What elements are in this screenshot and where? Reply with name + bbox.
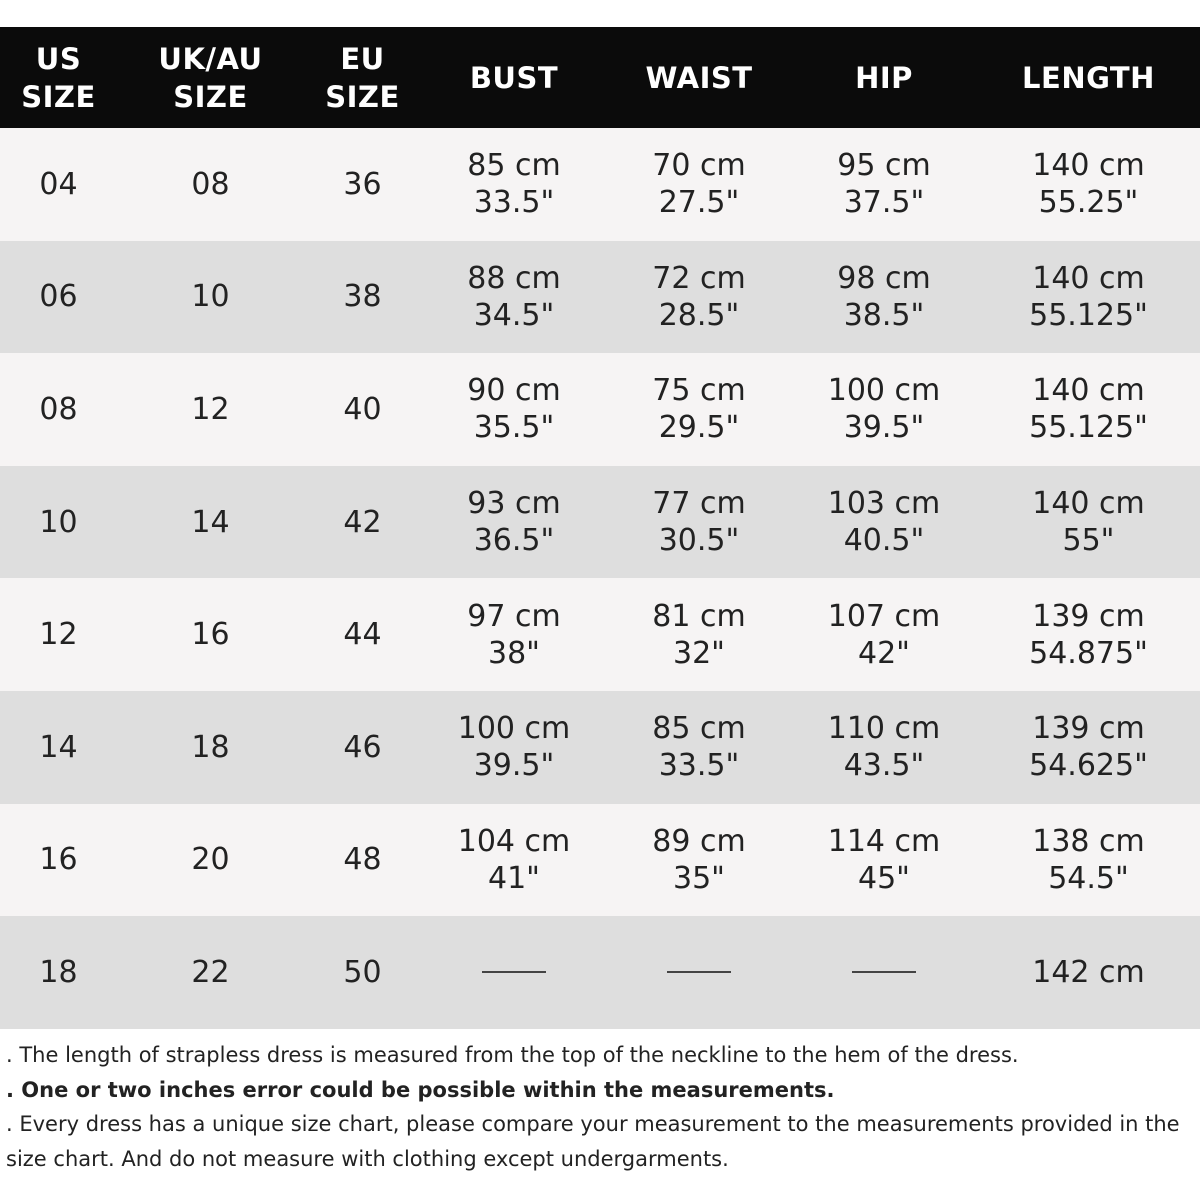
- cell-eu-size: [304, 578, 421, 691]
- cell-hip: [791, 578, 977, 691]
- table-body: [0, 128, 1200, 1029]
- cell-length: [977, 466, 1200, 579]
- value-cm: 104 cm: [457, 823, 571, 859]
- value-inches: 55.25": [1038, 185, 1139, 221]
- cell-us-size: [0, 466, 117, 579]
- table-row: [0, 804, 1200, 917]
- cell-eu-size: [304, 691, 421, 804]
- empty-value-dash: [667, 971, 731, 973]
- value-inches: 54.875": [1029, 635, 1148, 671]
- size-value: 10: [39, 504, 78, 540]
- value-cm: 70 cm: [652, 148, 746, 184]
- value-cm: 98 cm: [837, 260, 931, 296]
- value-inches: 33.5": [473, 185, 555, 221]
- value-cm: 138 cm: [1032, 823, 1145, 859]
- size-value: 22: [191, 954, 230, 990]
- cell-us-size: [0, 128, 117, 241]
- value-cm: 100 cm: [457, 711, 571, 747]
- header-line: BUST: [469, 60, 559, 95]
- cell-bust: [421, 466, 607, 579]
- cell-waist: [607, 691, 791, 804]
- value-cm: 88 cm: [467, 260, 561, 296]
- cell-bust: [421, 353, 607, 466]
- size-value: 16: [39, 842, 78, 878]
- value-inches: 38": [488, 635, 540, 671]
- value-inches: 37.5": [843, 185, 925, 221]
- cell-uk-au-size: [117, 466, 304, 579]
- notes-section: [0, 1038, 1200, 1176]
- value-inches: 54.625": [1029, 748, 1148, 784]
- value-inches: 33.5": [658, 748, 740, 784]
- cell-uk-au-size: [117, 128, 304, 241]
- value-inches: 39.5": [473, 748, 555, 784]
- size-value: 20: [191, 842, 230, 878]
- cell-eu-size: [304, 804, 421, 917]
- value-cm: 140 cm: [1032, 148, 1145, 184]
- note-line: . Every dress has a unique size chart, please compare your measurement to the measurements provided in the size chart. And do not measure with clothing except undergarments.: [6, 1112, 1180, 1171]
- note-line: . One or two inches error could be possible within the measurements.: [6, 1077, 835, 1102]
- cell-length: [977, 578, 1200, 691]
- value-inches: 28.5": [658, 297, 740, 333]
- cell-hip: [791, 916, 977, 1029]
- size-value: 48: [343, 842, 382, 878]
- size-value: 18: [191, 729, 230, 765]
- size-value: 12: [191, 391, 230, 427]
- cell-hip: [791, 691, 977, 804]
- value-cm: 72 cm: [652, 260, 746, 296]
- table-row: [0, 466, 1200, 579]
- cell-hip: [791, 804, 977, 917]
- value-cm: 85 cm: [467, 148, 561, 184]
- header-uk-au-size: [117, 27, 304, 128]
- size-value: 18: [39, 954, 78, 990]
- cell-uk-au-size: [117, 353, 304, 466]
- size-value: 44: [343, 617, 382, 653]
- cell-us-size: [0, 691, 117, 804]
- empty-value-dash: [482, 971, 546, 973]
- size-value: 12: [39, 617, 78, 653]
- header-line: SIZE: [21, 79, 96, 114]
- cell-hip: [791, 466, 977, 579]
- size-chart-table: [0, 27, 1200, 1029]
- cell-hip: [791, 241, 977, 354]
- value-inches: 55": [1062, 523, 1115, 559]
- note-line: . The length of strapless dress is measured from the top of the neckline to the hem of the dress.: [6, 1043, 1019, 1067]
- value-inches: 30.5": [658, 523, 740, 559]
- cell-waist: [607, 128, 791, 241]
- value-cm: 81 cm: [652, 598, 746, 634]
- cell-waist: [607, 804, 791, 917]
- cell-length: [977, 353, 1200, 466]
- cell-hip: [791, 353, 977, 466]
- value-cm: 100 cm: [827, 373, 941, 409]
- cell-us-size: [0, 241, 117, 354]
- value-inches: 34.5": [473, 297, 555, 333]
- empty-value-dash: [852, 971, 916, 973]
- table-row: [0, 578, 1200, 691]
- value-inches: 39.5": [843, 410, 925, 446]
- cell-eu-size: [304, 916, 421, 1029]
- value-inches: 35.5": [473, 410, 555, 446]
- value-inches: 41": [488, 860, 540, 896]
- value-cm: 95 cm: [837, 148, 931, 184]
- cell-eu-size: [304, 128, 421, 241]
- cell-waist: [607, 466, 791, 579]
- header-line: WAIST: [645, 60, 753, 95]
- value-cm: 97 cm: [467, 598, 561, 634]
- value-inches: 32": [673, 635, 725, 671]
- header-line: LENGTH: [1022, 60, 1155, 95]
- cell-bust: [421, 916, 607, 1029]
- size-value: 40: [343, 391, 382, 427]
- cell-length: [977, 804, 1200, 917]
- value-cm: 140 cm: [1032, 373, 1145, 409]
- cell-length: [977, 128, 1200, 241]
- table-row: [0, 128, 1200, 241]
- value-cm: 107 cm: [827, 598, 941, 634]
- cell-bust: [421, 241, 607, 354]
- size-value: 04: [39, 166, 78, 202]
- value-cm: 103 cm: [827, 486, 941, 522]
- cell-bust: [421, 691, 607, 804]
- value-cm: 110 cm: [827, 711, 941, 747]
- value-inches: 35": [673, 860, 725, 896]
- value-cm: 114 cm: [827, 823, 941, 859]
- cell-waist: [607, 353, 791, 466]
- cell-waist: [607, 241, 791, 354]
- cell-eu-size: [304, 241, 421, 354]
- table-row: [0, 691, 1200, 804]
- cell-us-size: [0, 916, 117, 1029]
- value-inches: 27.5": [658, 185, 740, 221]
- header-line: SIZE: [325, 79, 400, 114]
- header-line: UK/AU: [158, 41, 263, 76]
- value-cm: 142 cm: [1032, 954, 1145, 990]
- cell-uk-au-size: [117, 804, 304, 917]
- value-cm: 75 cm: [652, 373, 746, 409]
- cell-eu-size: [304, 353, 421, 466]
- value-cm: 139 cm: [1032, 598, 1145, 634]
- cell-eu-size: [304, 466, 421, 579]
- size-value: 08: [39, 391, 78, 427]
- value-inches: 55.125": [1029, 410, 1148, 446]
- cell-us-size: [0, 578, 117, 691]
- value-cm: 85 cm: [652, 711, 746, 747]
- value-inches: 43.5": [843, 748, 925, 784]
- cell-uk-au-size: [117, 241, 304, 354]
- header-bust: [421, 27, 607, 128]
- header-hip: [791, 27, 977, 128]
- table-row: [0, 353, 1200, 466]
- value-cm: 140 cm: [1032, 486, 1145, 522]
- cell-bust: [421, 128, 607, 241]
- size-value: 42: [343, 504, 382, 540]
- header-line: SIZE: [173, 79, 248, 114]
- value-inches: 36.5": [473, 523, 555, 559]
- value-cm: 89 cm: [652, 823, 746, 859]
- table-header-row: [0, 27, 1200, 128]
- header-line: US: [35, 41, 82, 76]
- value-cm: 93 cm: [467, 486, 561, 522]
- header-us-size: [0, 27, 117, 128]
- value-inches: 42": [858, 635, 910, 671]
- size-value: 08: [191, 166, 230, 202]
- value-cm: 140 cm: [1032, 260, 1145, 296]
- header-eu-size: [304, 27, 421, 128]
- value-inches: 54.5": [1048, 860, 1129, 896]
- cell-length: [977, 241, 1200, 354]
- cell-uk-au-size: [117, 691, 304, 804]
- cell-bust: [421, 578, 607, 691]
- size-value: 50: [343, 954, 382, 990]
- table-row: [0, 241, 1200, 354]
- cell-hip: [791, 128, 977, 241]
- size-value: 14: [39, 729, 78, 765]
- table-row: [0, 916, 1200, 1029]
- header-line: HIP: [855, 60, 913, 95]
- cell-us-size: [0, 353, 117, 466]
- cell-waist: [607, 916, 791, 1029]
- header-line: EU: [340, 41, 385, 76]
- value-inches: 55.125": [1029, 297, 1148, 333]
- cell-us-size: [0, 804, 117, 917]
- size-value: 10: [191, 279, 230, 315]
- value-cm: 139 cm: [1032, 711, 1145, 747]
- size-value: 38: [343, 279, 382, 315]
- header-length: [977, 27, 1200, 128]
- size-value: 36: [343, 166, 382, 202]
- size-value: 06: [39, 279, 78, 315]
- value-inches: 40.5": [843, 523, 925, 559]
- header-waist: [607, 27, 791, 128]
- value-inches: 38.5": [843, 297, 925, 333]
- value-cm: 77 cm: [652, 486, 746, 522]
- cell-uk-au-size: [117, 578, 304, 691]
- cell-bust: [421, 804, 607, 917]
- size-value: 16: [191, 617, 230, 653]
- value-cm: 90 cm: [467, 373, 561, 409]
- cell-uk-au-size: [117, 916, 304, 1029]
- cell-length: [977, 916, 1200, 1029]
- value-inches: 29.5": [658, 410, 740, 446]
- cell-length: [977, 691, 1200, 804]
- value-inches: 45": [858, 860, 910, 896]
- size-value: 46: [343, 729, 382, 765]
- size-value: 14: [191, 504, 230, 540]
- cell-waist: [607, 578, 791, 691]
